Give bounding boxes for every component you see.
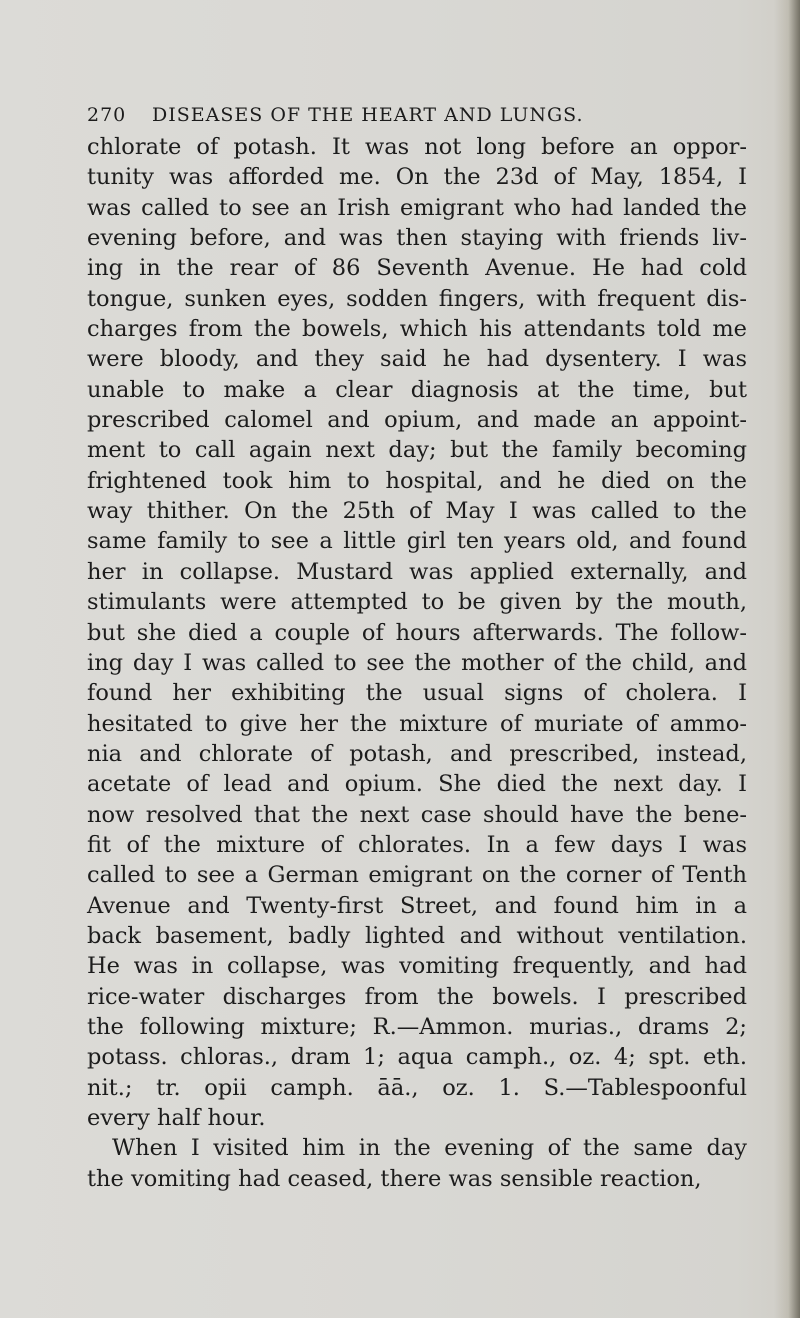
text-line: the vomiting had ceased, there was sensible reaction, <box>87 1165 702 1192</box>
text-line: called to see a German emigrant on the corner of Tenth <box>87 862 747 889</box>
body-text <box>87 132 747 1194</box>
running-head <box>87 104 647 134</box>
text-line: acetate of lead and opium. She died the next day. I <box>87 771 747 798</box>
text-line: the following mixture; R.—Ammon. murias., drams 2; <box>87 1013 747 1040</box>
text-line: evening before, and was then staying with friends liv- <box>87 225 747 252</box>
text-line: now resolved that the next case should have the bene- <box>87 801 747 828</box>
text-line: When I visited him in the evening of the same day <box>112 1135 747 1162</box>
text-line: nia and chlorate of potash, and prescribed, instead, <box>87 740 747 767</box>
text-line: Avenue and Twenty-first Street, and found him in a <box>87 892 747 919</box>
text-line: prescribed calomel and opium, and made an appoint- <box>87 407 747 434</box>
text-line: hesitated to give her the mixture of muriate of ammo- <box>87 710 747 737</box>
text-line: frightened took him to hospital, and he died on the <box>87 467 747 494</box>
text-line: He was in collapse, was vomiting frequently, and had <box>87 953 747 980</box>
text-line: her in collapse. Mustard was applied externally, and <box>87 558 747 585</box>
text-line: rice-water discharges from the bowels. I prescribed <box>87 983 747 1010</box>
text-line: chlorate of potash. It was not long before an oppor- <box>87 134 747 160</box>
text-line: ing in the rear of 86 Seventh Avenue. He had cold <box>87 255 747 282</box>
text-line: tongue, sunken eyes, sodden fingers, with frequent dis- <box>87 285 747 312</box>
text-line: was called to see an Irish emigrant who had landed the <box>87 194 747 221</box>
text-line: nit.; tr. opii camph. āā., oz. 1. S.—Tablespoonful <box>87 1074 747 1101</box>
text-line: unable to make a clear diagnosis at the time, but <box>87 376 747 403</box>
text-line: potass. chloras., dram 1; aqua camph., oz. 4; spt. eth. <box>87 1044 747 1071</box>
text-line: found her exhibiting the usual signs of cholera. I <box>87 680 747 707</box>
running-head-title: DISEASES OF THE HEART AND LUNGS. <box>152 104 584 126</box>
text-line: every half hour. <box>87 1105 266 1131</box>
text-line: ing day I was called to see the mother of the child, and <box>87 649 747 676</box>
text-line: stimulants were attempted to be given by the mouth, <box>87 589 747 616</box>
text-line: ment to call again next day; but the family becoming <box>87 437 747 464</box>
text-line: charges from the bowels, which his attendants told me <box>87 316 747 343</box>
text-line: way thither. On the 25th of May I was called to the <box>87 498 747 525</box>
text-line: were bloody, and they said he had dysentery. I was <box>87 346 747 373</box>
page-edge-shadow <box>774 0 800 1318</box>
text-line: back basement, badly lighted and without ventilation. <box>87 922 747 949</box>
text-line: fit of the mixture of chlorates. In a few days I was <box>87 831 747 858</box>
page-number: 270 <box>87 104 127 126</box>
text-line: but she died a couple of hours afterwards. The follow- <box>87 619 747 646</box>
text-line: same family to see a little girl ten years old, and found <box>87 528 747 555</box>
text-line: tunity was afforded me. On the 23d of May, 1854, I <box>87 164 747 191</box>
